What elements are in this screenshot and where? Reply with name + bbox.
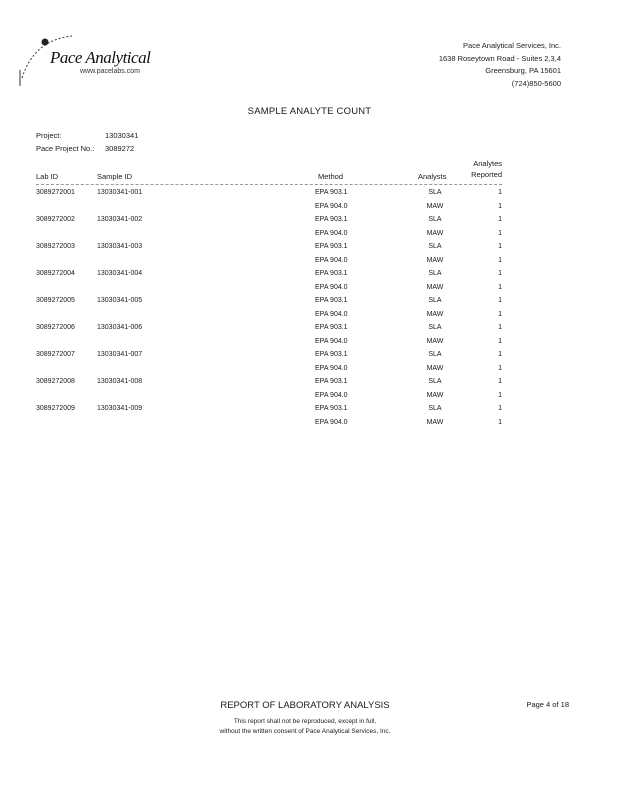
cell-method: EPA 903.1	[315, 351, 348, 358]
cell-analyst: MAW	[426, 256, 444, 264]
project-label: Project:	[36, 131, 62, 140]
cell-analyst: SLA	[428, 297, 442, 304]
cell-analyst: MAW	[426, 364, 444, 372]
page-number: Page 4 of 18	[526, 700, 569, 709]
cell-analytes-count: 1	[498, 324, 502, 331]
cell-lab-id: 3089272004	[36, 270, 75, 277]
footer-title: REPORT OF LABORATORY ANALYSIS	[220, 700, 390, 711]
cell-method: EPA 903.1	[315, 324, 348, 331]
cell-method: EPA 903.1	[315, 243, 348, 250]
cell-method: EPA 904.0	[315, 229, 348, 237]
cell-lab-id: 3089272007	[36, 351, 75, 358]
cell-analyst: MAW	[426, 337, 444, 345]
cell-method: EPA 904.0	[315, 310, 348, 318]
cell-analyst: SLA	[428, 189, 442, 196]
cell-method: EPA 904.0	[315, 391, 348, 399]
cell-analytes-count: 1	[498, 405, 502, 412]
company-address	[439, 40, 561, 90]
cell-analytes-count: 1	[498, 310, 502, 318]
cell-sample-id: 13030341-004	[97, 270, 143, 277]
cell-analyst: MAW	[426, 310, 444, 318]
cell-lab-id: 3089272006	[36, 324, 75, 331]
cell-analyst: SLA	[428, 216, 442, 223]
logo-name: Pace Analytical	[50, 48, 151, 67]
cell-analytes-count: 1	[498, 337, 502, 345]
col-header-lab-id: Lab ID	[36, 172, 59, 181]
cell-method: EPA 903.1	[315, 189, 348, 196]
pace-project-value: 3089272	[105, 144, 135, 153]
cell-analyst: SLA	[428, 270, 442, 277]
cell-analyst: MAW	[426, 283, 444, 291]
cell-analytes-count: 1	[498, 297, 502, 304]
company-line-2: 1638 Roseytown Road - Suites 2,3,4	[438, 53, 561, 63]
cell-analytes-count: 1	[498, 229, 502, 237]
pace-project-label: Pace Project No.:	[36, 144, 95, 153]
cell-analytes-count: 1	[498, 270, 502, 277]
cell-analytes-count: 1	[498, 283, 502, 291]
cell-sample-id: 13030341-001	[97, 189, 143, 196]
cell-sample-id: 13030341-009	[97, 405, 143, 412]
cell-lab-id: 3089272005	[36, 297, 75, 304]
cell-analyst: SLA	[428, 324, 442, 331]
cell-analytes-count: 1	[498, 418, 502, 426]
cell-lab-id: 3089272008	[36, 378, 75, 385]
header-divider	[36, 184, 502, 185]
logo-url: www.pacelabs.com	[80, 68, 140, 75]
cell-lab-id: 3089272001	[36, 189, 75, 196]
cell-method: EPA 904.0	[315, 418, 348, 426]
cell-analyst: MAW	[426, 391, 444, 399]
col-header-method: Method	[318, 172, 344, 181]
cell-method: EPA 904.0	[315, 283, 348, 291]
cell-analyst: SLA	[428, 378, 442, 385]
company-line-1: Pace Analytical Services, Inc.	[463, 41, 561, 50]
project-value: 13030341	[105, 131, 139, 140]
cell-sample-id: 13030341-003	[97, 243, 143, 250]
company-line-4: (724)850-5600	[511, 78, 561, 88]
cell-sample-id: 13030341-006	[97, 324, 143, 331]
cell-sample-id: 13030341-007	[97, 351, 143, 358]
cell-method: EPA 904.0	[315, 337, 348, 345]
cell-method: EPA 903.1	[315, 405, 348, 412]
cell-analytes-count: 1	[498, 351, 502, 358]
cell-lab-id: 3089272002	[36, 216, 75, 223]
cell-analyst: SLA	[428, 405, 442, 412]
cell-method: EPA 903.1	[315, 297, 348, 304]
cell-analyst: MAW	[426, 202, 444, 210]
footer-note-line-1: This report shall not be reproduced, except in full,	[233, 718, 377, 725]
col-header-sample-id: Sample ID	[97, 172, 133, 181]
report-title: SAMPLE ANALYTE COUNT	[247, 106, 372, 117]
cell-analytes-count: 1	[498, 202, 502, 210]
cell-lab-id: 3089272009	[36, 405, 75, 412]
cell-analyst: MAW	[426, 229, 444, 237]
cell-method: EPA 903.1	[315, 270, 348, 277]
cell-analytes-count: 1	[498, 256, 502, 264]
company-line-3: Greensburg, PA 15601	[485, 66, 561, 75]
col-header-analytes-line2: Reported	[471, 170, 502, 179]
cell-sample-id: 13030341-002	[97, 216, 143, 223]
col-header-analytes-line1: Analytes	[473, 159, 502, 168]
col-header-analysts: Analysts	[418, 172, 447, 181]
cell-analyst: SLA	[428, 351, 442, 358]
footer-note-line-2: without the written consent of Pace Analytical Services, Inc.	[219, 728, 391, 735]
cell-analyst: MAW	[426, 418, 444, 426]
cell-analytes-count: 1	[498, 216, 502, 223]
cell-method: EPA 903.1	[315, 216, 348, 223]
cell-method: EPA 904.0	[315, 364, 348, 372]
cell-lab-id: 3089272003	[36, 243, 75, 250]
cell-sample-id: 13030341-005	[97, 297, 143, 304]
cell-method: EPA 904.0	[315, 256, 348, 264]
pace-logo	[14, 30, 154, 90]
cell-analytes-count: 1	[498, 189, 502, 196]
cell-method: EPA 904.0	[315, 202, 348, 210]
cell-analyst: SLA	[428, 243, 442, 250]
cell-analytes-count: 1	[498, 378, 502, 385]
cell-analytes-count: 1	[498, 243, 502, 250]
cell-analytes-count: 1	[498, 391, 502, 399]
cell-sample-id: 13030341-008	[97, 378, 143, 385]
cell-method: EPA 903.1	[315, 378, 348, 385]
cell-analytes-count: 1	[498, 364, 502, 372]
